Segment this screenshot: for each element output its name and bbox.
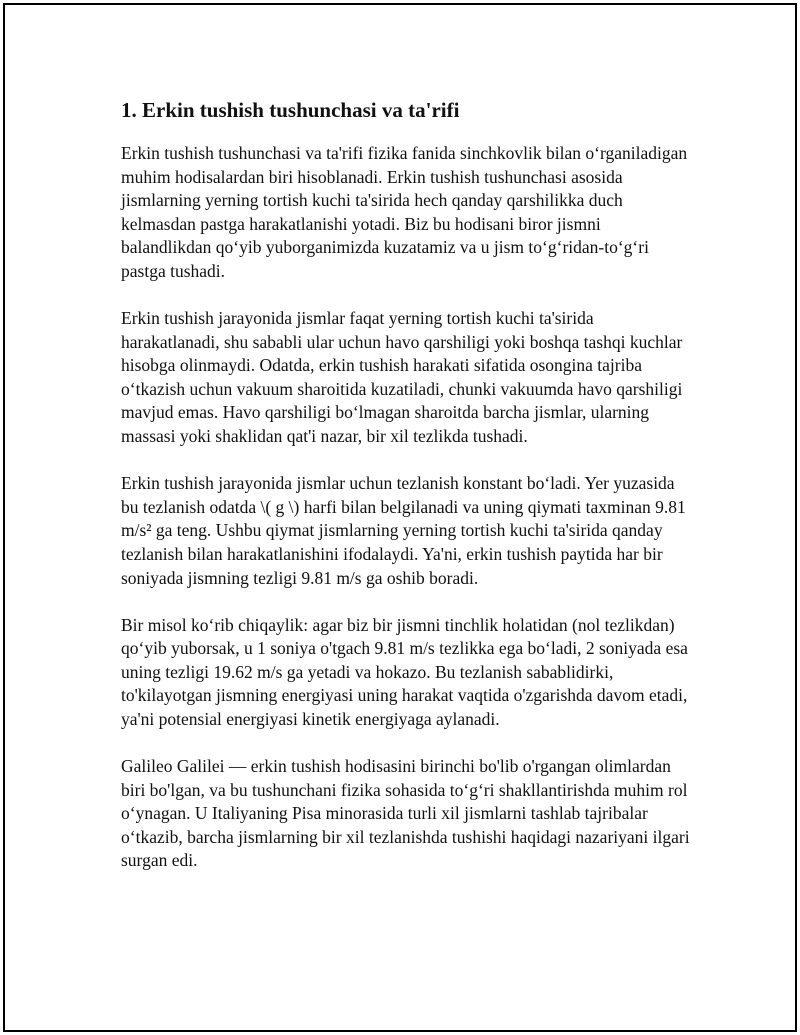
document-body <box>121 95 691 897</box>
paragraph-gravity-only: Erkin tushish jarayonida jismlar faqat yerning tortish kuchi ta'sirida harakatlanadi, shu sababli ular uchun havo qarshiligi yoki boshqa tashqi kuchlar hisobga olinmaydi. Odatda, erkin tushish harakati sifatida osongina tajriba o‘tkazish uchun vakuum sharoitida kuzatiladi, chunki vakuumda havo qarshiligi mavjud emas. Havo qarshiligi bo‘lmagan sharoitda barcha jismlar, ularning massasi yoki shaklidan qat'i nazar, bir xil tezlikda tushadi. <box>121 308 683 447</box>
paragraph-constant-acceleration: Erkin tushish jarayonida jismlar uchun tezlanish konstant bo‘ladi. Yer yuzasida bu tezlanish odatda \( g \) harfi bilan belgilanadi va uning qiymati taxminan 9.81 m/s² ga teng. Ushbu qiymat jismlarning yerning tortish kuchi ta'sirida qanday tezlanish bilan harakatlanishini ifodalaydi. Ya'ni, erkin tushish paytida har bir soniyada jismning tezligi 9.81 m/s ga oshib boradi. <box>121 473 686 588</box>
paragraph-free-fall-definition: Erkin tushish tushunchasi va ta'rifi fizika fanida sinchkovlik bilan o‘rganiladigan muhim hodisalardan biri hisoblanadi. Erkin tushish tushunchasi asosida jismlarning yerning tortish kuchi ta'sirida hech qanday qarshilikka duch kelmasdan pastga harakatlanishi yotadi. Biz bu hodisani biror jismni balandlikdan qo‘yib yuborganimizda kuzatamiz va u jism to‘g‘ridan-to‘g‘ri pastga tushadi. <box>121 143 688 281</box>
paragraph-example: Bir misol ko‘rib chiqaylik: agar biz bir jismni tinchlik holatidan (nol tezlikdan) qo‘yib yuborsak, u 1 soniya o'tgach 9.81 m/s tezlikka ega bo‘ladi, 2 soniyada esa uning tezligi 19.62 m/s ga yetadi va hokazo. Bu tezlanish sabablidirki, to'kilayotgan jismning energiyasi uning harakat vaqtida o'zgarishda davom etadi, ya'ni potensial energiyasi kinetik energiyaga aylanadi. <box>121 614 688 729</box>
paragraph-galileo: Galileo Galilei — erkin tushish hodisasini birinchi bo'lib o'rgangan olimlardan biri bo'lgan, va bu tushunchani fizika sohasida to‘g‘ri shakllantirishda muhim rol o‘ynagan. U Italiyaning Pisa minorasida turli xil jismlarni tashlab tajribalar o‘tkazib, barcha jismlarning bir xil tezlanishda tushishi haqidagi nazariyani ilgari surgan edi. <box>121 756 690 871</box>
page-title: 1. Erkin tushish tushunchasi va ta'rifi <box>121 98 460 122</box>
page-frame <box>3 3 797 1032</box>
